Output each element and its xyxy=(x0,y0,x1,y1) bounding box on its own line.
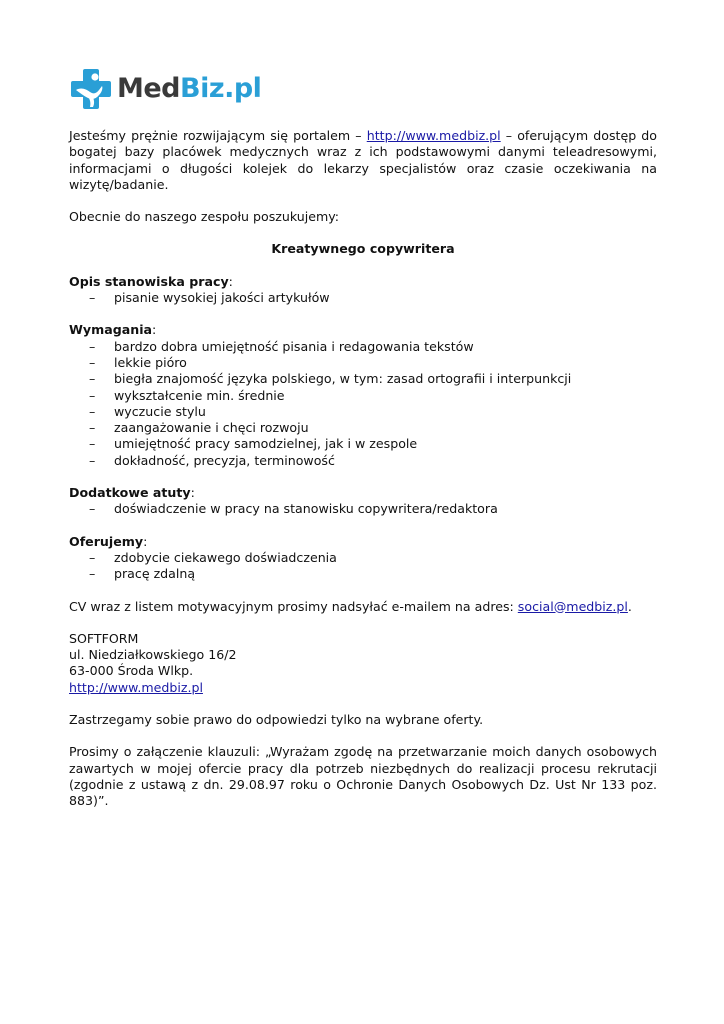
dash-bullet: – xyxy=(89,501,96,517)
dash-bullet: – xyxy=(89,549,96,565)
cv-email-link[interactable]: social@medbiz.pl xyxy=(517,598,628,614)
dash-bullet: – xyxy=(89,436,96,452)
medbiz-logo xyxy=(71,67,261,111)
list-item-text: umiejętność pracy samodzielnej, jak i w zespole xyxy=(114,436,418,452)
list-item xyxy=(89,501,657,517)
section-heading-wymagania-text: Wymagania xyxy=(69,322,153,338)
intro-text-end: – oferującym dostęp do bogatej bazy placówek medycznych wraz z ich podstawowymi danymi teleadresowymi, informacjami o długości kolejek do lekarzy specjalistów oraz czasie oczekiwania na wizytę/badanie. xyxy=(69,128,658,192)
dash-bullet: – xyxy=(89,420,96,436)
list-item xyxy=(89,453,657,469)
list-item xyxy=(89,371,657,387)
address-street: ul. Niedziałkowskiego 16/2 xyxy=(69,647,237,663)
section-heading-dodatkowe: Dodatkowe atuty: xyxy=(69,485,195,501)
list-item xyxy=(89,550,657,566)
dash-bullet: – xyxy=(89,387,96,403)
list-item xyxy=(89,355,657,371)
clause-paragraph: Prosimy o załączenie klauzuli: „Wyrażam zgodę na przetwarzanie moich danych osobowych zawartych w mojej ofercie pracy dla potrzeb niezbędnych do realizacji procesu rekrutacji (zgodnie z ustawą z dn. 29.08.97 roku o Ochronie Danych Osobowych Dz. Ust Nr 133 poz. 883)”. xyxy=(69,744,657,809)
section-list-dodatkowe xyxy=(69,501,657,517)
address-block xyxy=(69,631,657,696)
list-item xyxy=(89,339,657,355)
dash-bullet: – xyxy=(89,371,96,387)
section-list-wymagania xyxy=(69,339,657,469)
list-item-text: dokładność, precyzja, terminowość xyxy=(114,452,335,468)
reserve-note: Zastrzegamy sobie prawo do odpowiedzi tylko na wybrane oferty. xyxy=(69,712,484,728)
dash-bullet: – xyxy=(89,566,96,582)
address-website-line xyxy=(69,680,657,696)
seeking-text: Obecnie do naszego zespołu poszukujemy: xyxy=(69,209,340,225)
dash-bullet: – xyxy=(89,452,96,468)
address-company: SOFTFORM xyxy=(69,630,139,646)
list-item xyxy=(89,420,657,436)
section-heading-oferujemy: Oferujemy: xyxy=(69,533,148,549)
section-list-oferujemy xyxy=(69,550,657,583)
list-item-text: lekkie pióro xyxy=(114,354,187,370)
list-item-text: biegła znajomość języka polskiego, w tym: zasad ortografii i interpunkcji xyxy=(114,371,572,387)
list-item xyxy=(89,404,657,420)
section-list-opis xyxy=(69,290,657,306)
dash-bullet: – xyxy=(89,290,96,306)
cv-text-end: . xyxy=(627,598,632,614)
section-heading-wymagania: Wymagania: xyxy=(69,322,157,338)
cv-text: CV wraz z listem motywacyjnym prosimy nadsyłać e-mailem na adres: xyxy=(69,598,518,614)
list-item-text: bardzo dobra umiejętność pisania i redagowania tekstów xyxy=(114,338,474,354)
cv-paragraph xyxy=(69,599,657,615)
medical-cross-icon xyxy=(71,68,111,110)
intro-paragraph xyxy=(69,128,657,193)
position-title: Kreatywnego copywritera xyxy=(271,241,455,257)
list-item xyxy=(89,436,657,452)
document-body xyxy=(69,128,657,810)
intro-text-start: Jesteśmy prężnie rozwijającym się portalem – xyxy=(69,128,367,143)
list-item-text: wykształcenie min. średnie xyxy=(114,387,285,403)
list-item xyxy=(89,566,657,582)
list-item xyxy=(89,388,657,404)
section-heading-opis-text: Opis stanowiska pracy xyxy=(69,273,229,289)
address-city: 63-000 Środa Wlkp. xyxy=(69,663,194,679)
dash-bullet: – xyxy=(89,354,96,370)
logo-text-med: Med xyxy=(117,73,181,104)
list-item-text: wyczucie stylu xyxy=(114,403,206,419)
list-item-text: zaangażowanie i chęci rozwoju xyxy=(114,420,309,436)
section-heading-opis: Opis stanowiska pracy: xyxy=(69,273,233,289)
list-item-text: pracę zdalną xyxy=(114,566,196,582)
dash-bullet: – xyxy=(89,338,96,354)
intro-website-link[interactable]: http://www.medbiz.pl xyxy=(366,128,501,143)
section-heading-oferujemy-text: Oferujemy xyxy=(69,533,144,549)
list-item-text: pisanie wysokiej jakości artykułów xyxy=(114,290,330,306)
list-item-text: zdobycie ciekawego doświadczenia xyxy=(114,549,337,565)
section-heading-dodatkowe-text: Dodatkowe atuty xyxy=(69,485,191,501)
list-item xyxy=(89,290,657,306)
logo-text-biz: Biz.pl xyxy=(180,73,262,104)
logo-wordmark xyxy=(117,67,261,111)
address-website-link[interactable]: http://www.medbiz.pl xyxy=(69,679,203,695)
list-item-text: doświadczenie w pracy na stanowisku copywritera/redaktora xyxy=(114,501,498,517)
dash-bullet: – xyxy=(89,403,96,419)
